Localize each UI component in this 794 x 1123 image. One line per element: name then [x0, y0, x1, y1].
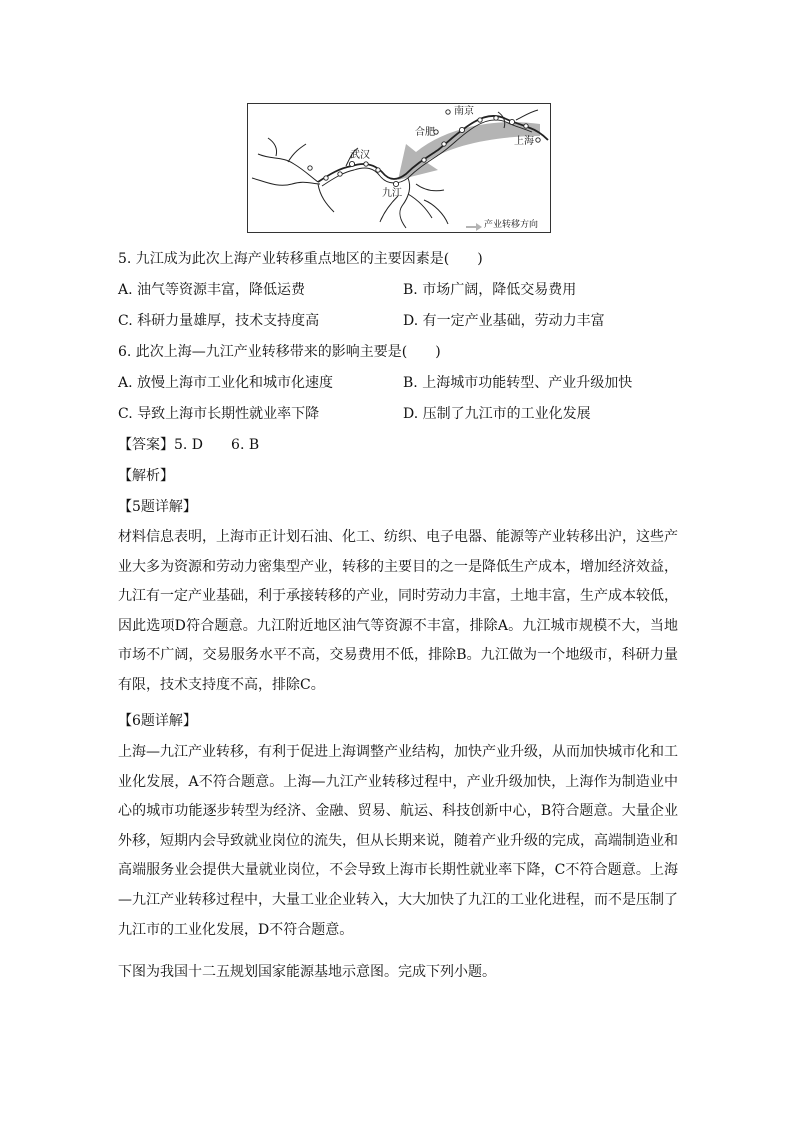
- industry-transfer-map: [247, 103, 551, 233]
- question-6-option-d: D. 压制了九江市的工业化发展: [403, 406, 591, 422]
- answer-line: 【答案】5. D 6. B: [118, 437, 260, 453]
- question-5-stem: 5. 九江成为此次上海产业转移重点地区的主要因素是( ): [118, 251, 483, 267]
- question-6-option-a: A. 放慢上海市工业化和城市化速度: [118, 375, 334, 391]
- city-label-shanghai: 上海: [514, 136, 534, 147]
- question-6-option-c: C. 导致上海市长期性就业率下降: [118, 406, 320, 422]
- map-legend: [484, 220, 538, 231]
- question-6-option-b: B. 上海城市功能转型、产业升级加快: [403, 375, 633, 391]
- legend-label: 产业转移方向: [484, 220, 539, 230]
- detail-5-heading: 【5题详解】: [118, 499, 197, 515]
- city-label-jiujiang: 九江: [382, 188, 402, 199]
- detail-6-heading: 【6题详解】: [118, 713, 197, 729]
- legend-arrow-icon: [466, 223, 482, 231]
- detail-6-body: 上海—九江产业转移，有利于促进上海调整产业结构，加快产业升级，从而加快城市化和工业化发展，A不符合题意。上海—九江产业转移过程中，产业升级加快，上海作为制造业中心的城市功能逐步转型为经济、金融、贸易、航运、科技创新中心，B符合题意。大量企业外移，短期内会导致就业岗位的流失，但从长期来说，随着产业升级的完成，高端制造业和高端服务业会提供大量就业岗位，不会导致上海市长期性就业率下降，C不符合题意。上海—九江产业转移过程中，大量工业企业转入，大大加快了九江的工业化进程，而不是压制了九江市的工业化发展，D不符合题意。: [118, 744, 678, 938]
- question-5-option-b: B. 市场广阔，降低交易费用: [403, 282, 577, 298]
- question-5-option-d: D. 有一定产业基础，劳动力丰富: [403, 313, 605, 329]
- city-label-nanjing: 南京: [454, 106, 474, 117]
- city-label-hefei: 合肥: [415, 127, 435, 138]
- question-5-option-a: A. 油气等资源丰富，降低运费: [118, 282, 306, 298]
- question-6-stem: 6. 此次上海—九江产业转移带来的影响主要是( ): [118, 344, 441, 360]
- detail-5-body: 材料信息表明，上海市正计划石油、化工、纺织、电子电器、能源等产业转移出沪，这些产业大多为资源和劳动力密集型产业，转移的主要目的之一是降低生产成本，增加经济效益，九江有一定产业基础，利于承接转移的产业，同时劳动力丰富，土地丰富，生产成本较低，因此选项D符合题意。九江附近地区油气等资源不丰富，排除A。九江城市规模不大，当地市场不广阔，交易服务水平不高，交易费用不低，排除B。九江做为一个地级市，科研力量有限，技术支持度不高，排除C。: [118, 529, 678, 693]
- map-drawing: [248, 104, 551, 233]
- analysis-heading: 【解析】: [118, 468, 174, 484]
- next-section-intro: 下图为我国十二五规划国家能源基地示意图。完成下列小题。: [118, 964, 496, 980]
- city-label-wuhan: 武汉: [350, 150, 370, 161]
- question-5-option-c: C. 科研力量雄厚，技术支持度高: [118, 313, 320, 329]
